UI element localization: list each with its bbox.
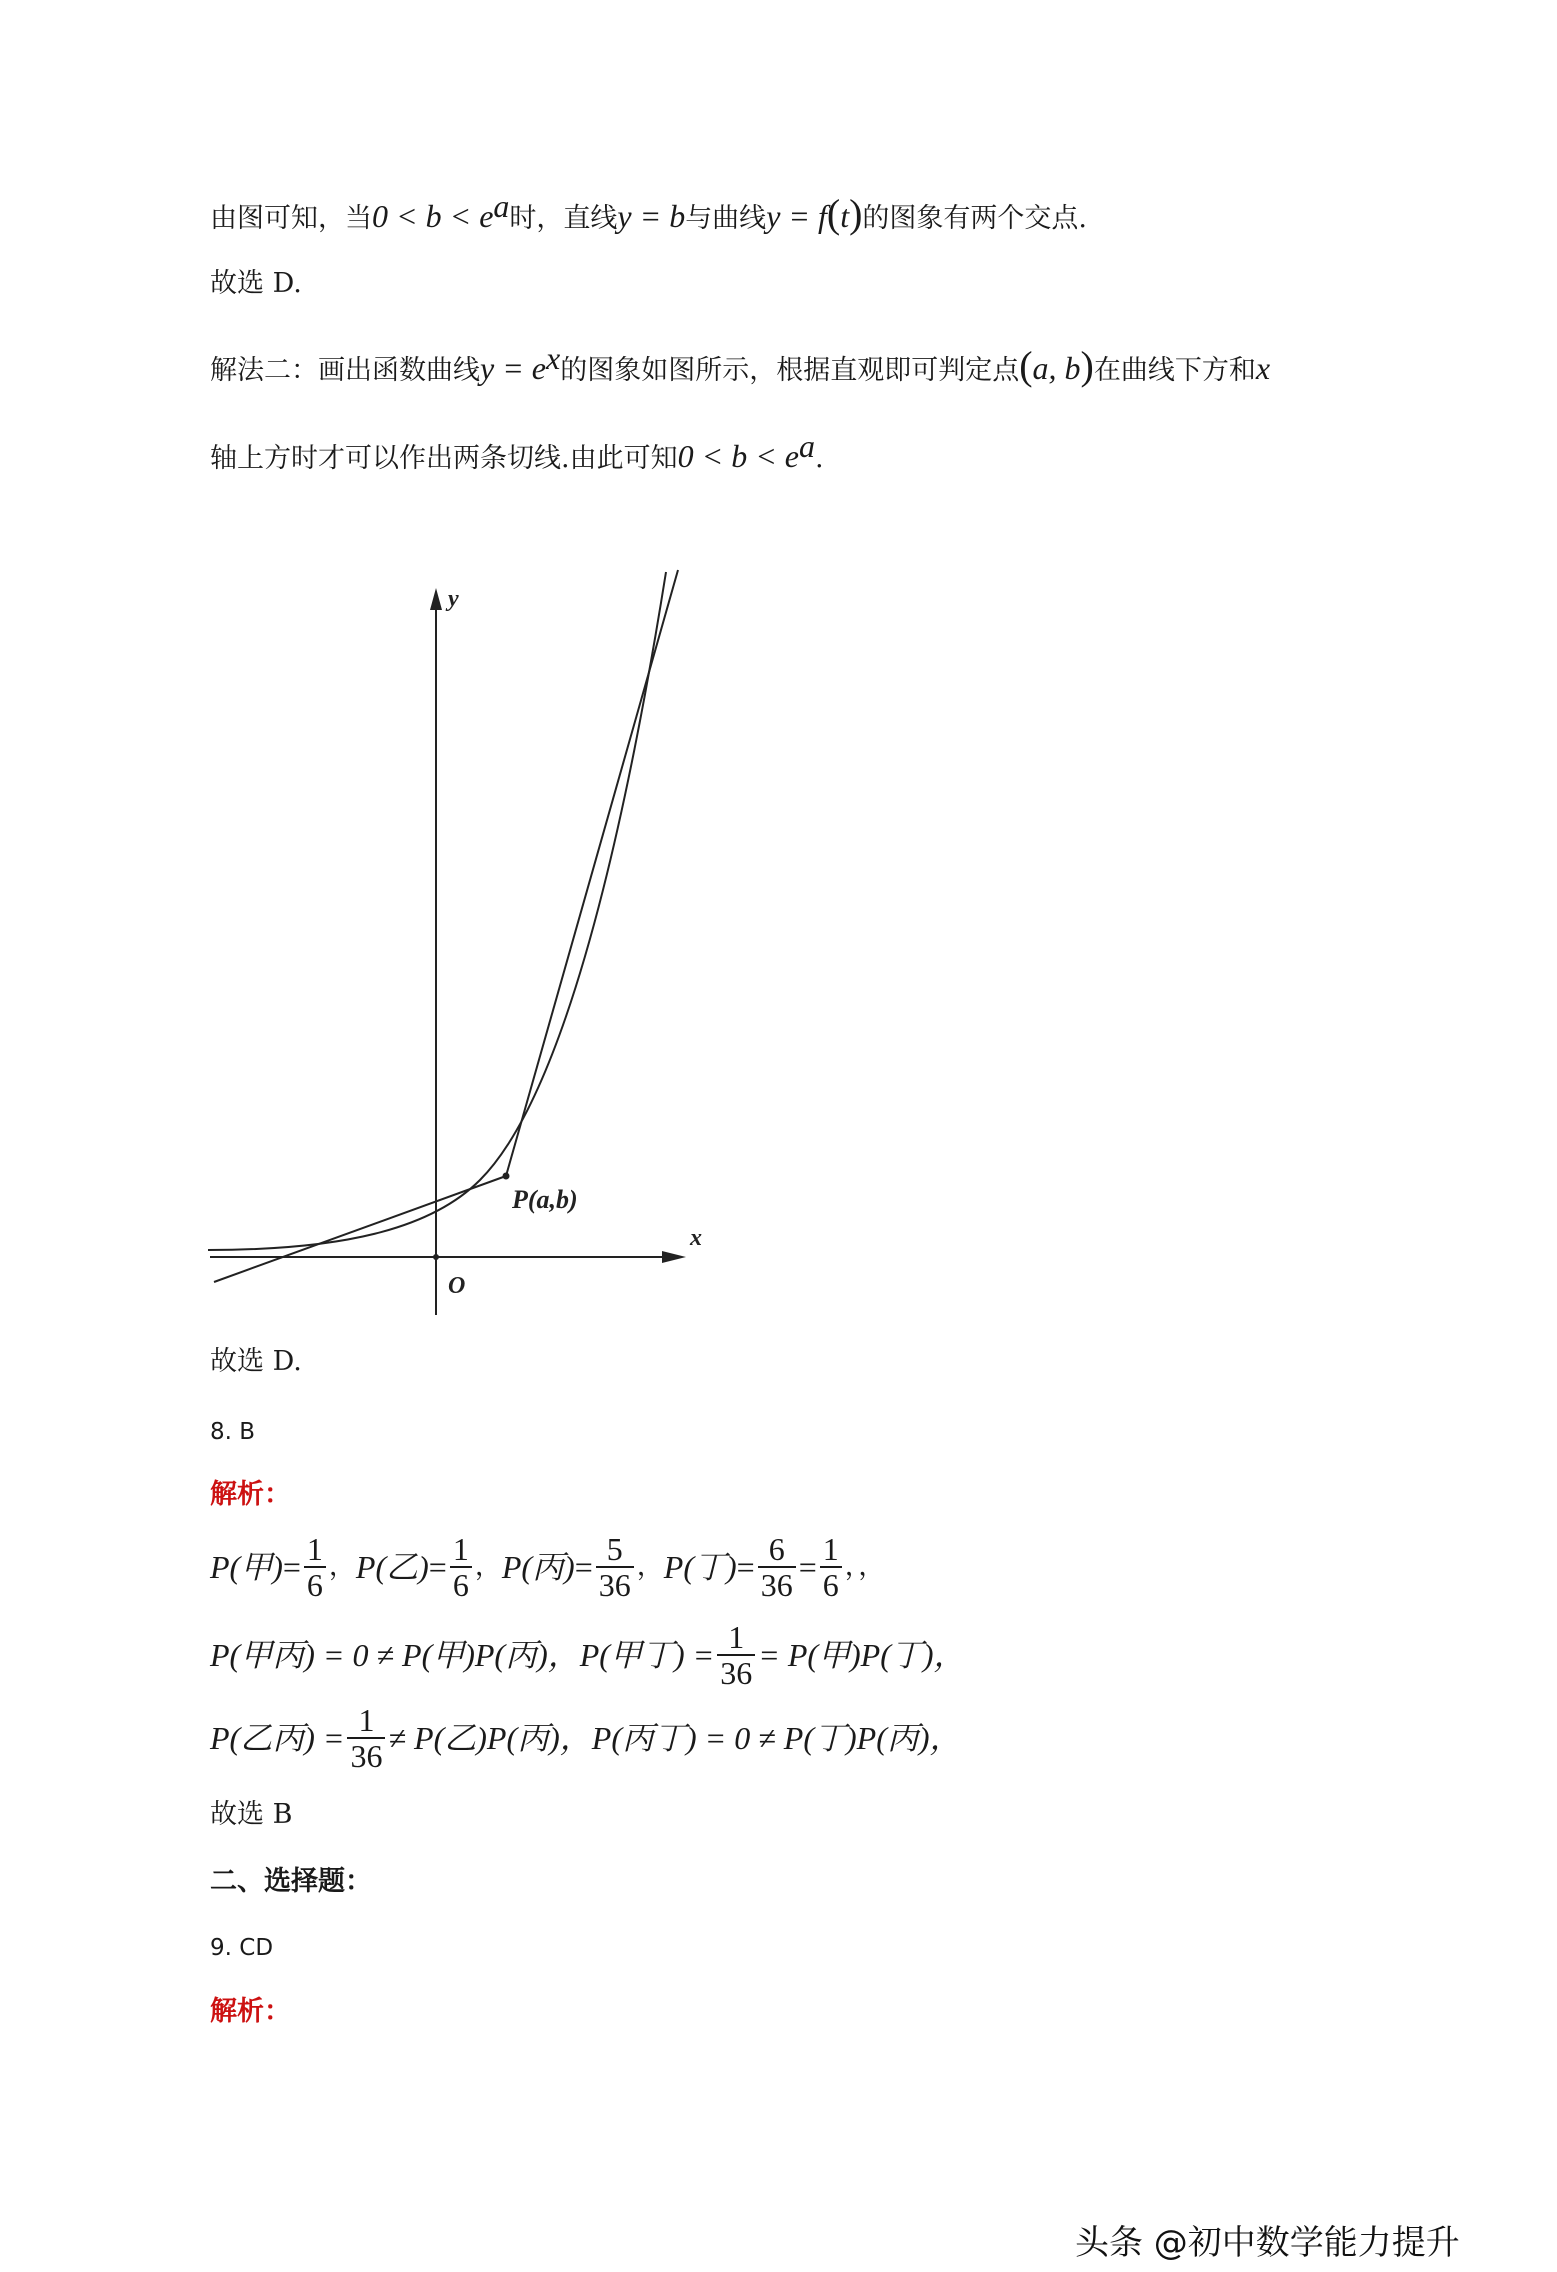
question-8-answer: 8. B <box>210 1419 256 1445</box>
origin-point <box>433 1254 439 1260</box>
y-axis-label: y <box>448 586 459 612</box>
y-axis-arrow <box>430 588 442 610</box>
tangent-line-steep <box>506 570 678 1176</box>
fraction: $\frac{6}{36}$ <box>758 1532 796 1602</box>
fraction: $\frac{5}{36}$ <box>596 1532 634 1602</box>
answer-line-d: 故选 D. <box>210 268 302 299</box>
formula-line-1: P(甲) = $\frac{1}{6}$ ， P(乙) = $\frac{1}{6}$ ， P(丙) = $\frac{5}{36}$ ， P(丁) = $\frac{6}{36}$ = $\frac{1}{6}$ ，， <box>210 1531 886 1603</box>
point-p <box>503 1173 510 1180</box>
point-p-label: P(a,b) <box>512 1185 578 1214</box>
answer-line-d-2: 故选 D. <box>210 1346 302 1377</box>
formula-line-2: P(甲丙) = 0 ≠ P(甲)P(丙)， P(甲丁) = $\frac{1}{36}$ = P(甲)P(丁)， <box>210 1619 966 1691</box>
paragraph-method-two: 解法二：画出函数曲线$y = e^x$的图象如图所示，根据直观即可判定点(a, b)在曲线下方和x <box>210 340 1271 388</box>
answer-line-b: 故选 B <box>210 1799 293 1830</box>
x-axis-arrow <box>662 1251 686 1263</box>
fraction: $\frac{1}{6}$ <box>304 1532 326 1602</box>
watermark: 头条 @初中数学能力提升 <box>1075 2223 1460 2263</box>
formula-line-3: P(乙丙) = $\frac{1}{36}$ ≠ P(乙)P(丙)， P(丙丁) = 0 ≠ P(丁)P(丙)， <box>210 1702 962 1774</box>
fraction: $\frac{1}{6}$ <box>820 1532 842 1602</box>
tangent-line-shallow <box>214 1176 506 1282</box>
origin-label: O <box>448 1273 466 1299</box>
fraction: $\frac{1}{36}$ <box>347 1703 385 1773</box>
exponential-tangent-graph <box>200 560 730 1320</box>
question-9-answer: 9. CD <box>210 1935 274 1961</box>
fraction: $\frac{1}{36}$ <box>717 1620 755 1690</box>
section-heading: 二、选择题： <box>210 1866 372 1897</box>
x-axis-label: x <box>690 1225 702 1251</box>
analysis-heading-8: 解析： <box>210 1479 291 1510</box>
fraction: $\frac{1}{6}$ <box>450 1532 472 1602</box>
paragraph-conclusion: 由图可知，当$0 < b < e^a$时，直线y = b与曲线y = f(t)的图象有两个交点. <box>210 188 1088 236</box>
analysis-heading-9: 解析： <box>210 1996 291 2027</box>
paragraph-method-two-cont: 轴上方时才可以作出两条切线.由此可知$0 < b < e^a$. <box>210 428 824 474</box>
